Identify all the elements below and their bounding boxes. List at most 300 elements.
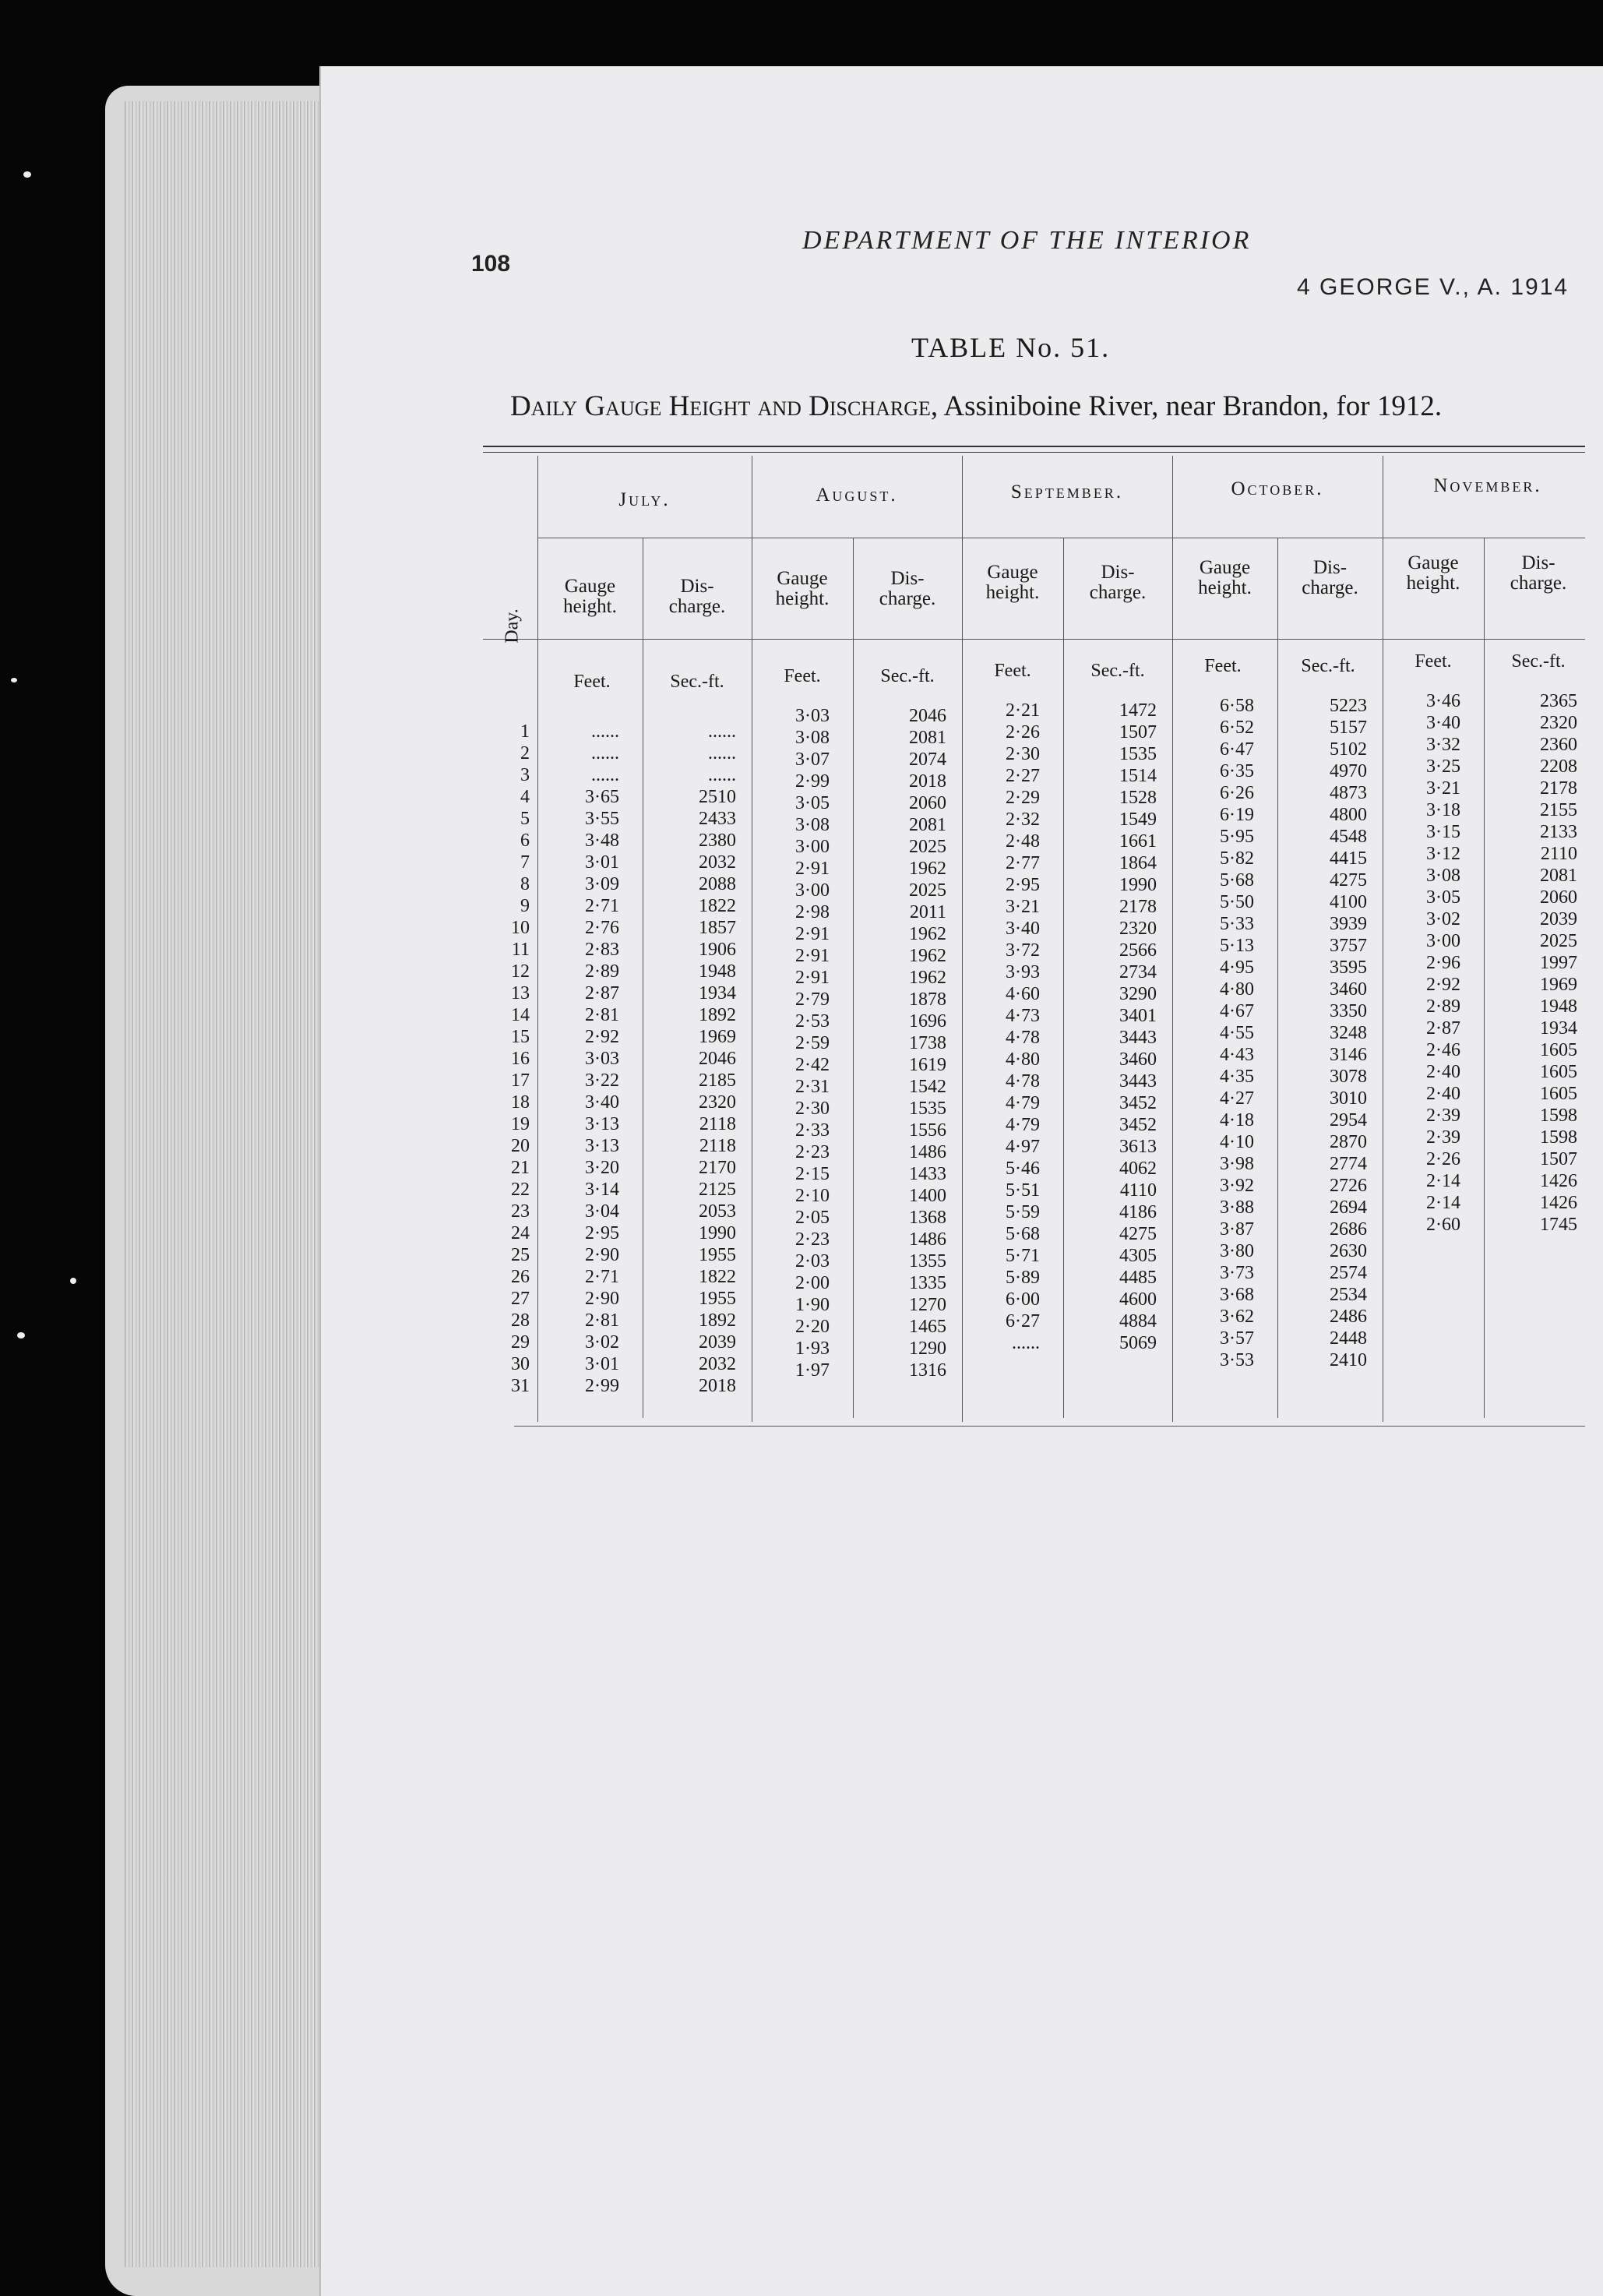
gauge-cell: 2·46	[1426, 1040, 1460, 1060]
discharge-cell: 1619	[909, 1055, 946, 1075]
day-cell: 9	[520, 896, 530, 916]
discharge-cell: 1486	[909, 1142, 946, 1162]
discharge-cell: 2726	[1330, 1176, 1367, 1196]
discharge-cell: 2025	[909, 837, 946, 857]
gauge-cell: 3·87	[1220, 1219, 1254, 1240]
column-divider-thin	[853, 538, 854, 1418]
discharge-cell: 4970	[1330, 761, 1367, 781]
november-gauge-column	[1390, 690, 1460, 1367]
discharge-cell: 4548	[1330, 827, 1367, 847]
discharge-cell: 1598	[1540, 1127, 1577, 1148]
day-cell: 22	[511, 1180, 530, 1200]
day-cell: 17	[511, 1070, 530, 1091]
speck	[11, 678, 17, 682]
gauge-cell: 2·89	[585, 961, 619, 982]
discharge-cell: 1549	[1119, 809, 1157, 830]
july-discharge-column	[654, 721, 736, 1397]
day-cell: 16	[511, 1049, 530, 1069]
gauge-cell: 2·96	[1426, 953, 1460, 973]
month-august: August.	[816, 485, 898, 506]
gauge-cell: 2·53	[795, 1011, 830, 1032]
day-cell: 25	[511, 1245, 530, 1265]
column-divider	[1172, 456, 1173, 1422]
discharge-cell: 1990	[699, 1223, 736, 1243]
column-divider-thin	[1063, 538, 1064, 1418]
speck	[23, 171, 31, 178]
gauge-cell: ......	[1012, 1333, 1040, 1353]
discharge-cell: 3757	[1330, 936, 1367, 956]
discharge-header: Dis- charge.	[1302, 557, 1358, 598]
discharge-cell: 2053	[699, 1201, 736, 1222]
discharge-cell: 1433	[909, 1164, 946, 1184]
unit-sec-ft: Sec.-ft.	[880, 666, 935, 686]
discharge-cell: 1507	[1119, 722, 1157, 742]
gauge-cell: 6·19	[1220, 805, 1254, 825]
gauge-cell: 2·92	[585, 1027, 619, 1047]
unit-feet: Feet.	[573, 672, 611, 692]
gauge-cell: 5·89	[1006, 1268, 1040, 1288]
gauge-cell: 3·02	[585, 1332, 619, 1353]
unit-sec-ft: Sec.-ft.	[1090, 661, 1145, 681]
gauge-cell: 2·92	[1426, 975, 1460, 995]
day-cell: 28	[511, 1310, 530, 1331]
gauge-cell: ......	[591, 721, 619, 742]
day-cell: 31	[511, 1376, 530, 1396]
gauge-cell: 2·98	[795, 902, 830, 922]
gauge-cell: 4·97	[1006, 1137, 1040, 1157]
discharge-cell: 4275	[1119, 1224, 1157, 1244]
gauge-cell	[1390, 1279, 1460, 1301]
gauge-cell: 2·91	[795, 924, 830, 944]
day-cell: 30	[511, 1354, 530, 1374]
table-bottom-rule	[514, 1426, 1585, 1427]
discharge-cell: 4275	[1330, 870, 1367, 891]
discharge-cell: 1368	[909, 1208, 946, 1228]
gauge-cell: 5·68	[1220, 870, 1254, 891]
gauge-cell: 2·81	[585, 1310, 619, 1331]
discharge-cell: 3443	[1119, 1071, 1157, 1092]
discharge-cell: 2032	[699, 1354, 736, 1374]
day-column	[499, 721, 530, 1397]
discharge-cell: 3078	[1330, 1067, 1367, 1087]
discharge-cell: 1605	[1540, 1084, 1577, 1104]
discharge-cell: 4884	[1119, 1311, 1157, 1331]
discharge-cell: 4100	[1330, 892, 1367, 912]
discharge-cell: 1290	[909, 1338, 946, 1359]
discharge-cell: 1822	[699, 1267, 736, 1287]
gauge-cell: ......	[591, 765, 619, 785]
unit-sec-ft: Sec.-ft.	[1511, 651, 1566, 672]
discharge-cell: 2566	[1119, 940, 1157, 961]
discharge-cell: 4062	[1119, 1159, 1157, 1179]
discharge-cell: 1878	[909, 989, 946, 1010]
august-gauge-column	[759, 705, 830, 1381]
gauge-cell: 3·05	[795, 793, 830, 813]
discharge-cell: 1962	[909, 924, 946, 944]
discharge-cell: 2410	[1330, 1350, 1367, 1370]
gauge-cell: 5·82	[1220, 848, 1254, 869]
gauge-cell: 2·91	[795, 946, 830, 966]
gauge-cell	[1390, 1236, 1460, 1257]
gauge-cell: 2·29	[1006, 788, 1040, 808]
gauge-cell: 2·95	[585, 1223, 619, 1243]
discharge-cell: 5157	[1330, 718, 1367, 738]
discharge-cell: 1822	[699, 896, 736, 916]
discharge-cell: 1864	[1119, 853, 1157, 873]
unit-sec-ft: Sec.-ft.	[670, 672, 724, 692]
day-cell: 1	[520, 721, 530, 742]
september-gauge-column	[970, 700, 1040, 1376]
gauge-height-header: Gauge height.	[1198, 557, 1252, 598]
gauge-cell: 2·31	[795, 1077, 830, 1097]
day-cell: 5	[520, 809, 530, 829]
discharge-cell: 2011	[909, 902, 946, 922]
gauge-cell: 4·73	[1006, 1006, 1040, 1026]
day-cell: 21	[511, 1158, 530, 1178]
discharge-cell: 2125	[699, 1180, 736, 1200]
gauge-cell: 3·92	[1220, 1176, 1254, 1196]
discharge-cell: 1962	[909, 859, 946, 879]
gauge-cell: 4·67	[1220, 1001, 1254, 1021]
gauge-cell: 3·20	[585, 1158, 619, 1178]
gauge-cell: 2·81	[585, 1005, 619, 1025]
session-label: 4 GEORGE V., A. 1914	[1297, 274, 1570, 300]
gauge-cell: 4·18	[1220, 1110, 1254, 1130]
gauge-cell: 3·18	[1426, 800, 1460, 820]
discharge-cell: 2694	[1330, 1197, 1367, 1218]
discharge-cell: 1486	[909, 1229, 946, 1250]
discharge-cell: 1990	[1119, 875, 1157, 895]
gauge-cell: 6·35	[1220, 761, 1254, 781]
gauge-cell: 4·27	[1220, 1088, 1254, 1109]
gauge-cell: 2·40	[1426, 1084, 1460, 1104]
discharge-cell: 2433	[699, 809, 736, 829]
discharge-cell: 3460	[1119, 1049, 1157, 1070]
gauge-cell	[1390, 1257, 1460, 1279]
discharge-cell: 1528	[1119, 788, 1157, 808]
gauge-cell: 3·72	[1006, 940, 1040, 961]
discharge-header: Dis- charge.	[668, 576, 726, 617]
discharge-cell: 2320	[699, 1092, 736, 1113]
discharge-cell	[1496, 1323, 1577, 1345]
gauge-cell: 6·26	[1220, 783, 1254, 803]
discharge-cell: 1535	[1119, 744, 1157, 764]
day-cell: 3	[520, 765, 530, 785]
discharge-cell: 1472	[1119, 700, 1157, 721]
gauge-cell: 3·98	[1220, 1154, 1254, 1174]
discharge-cell: 1696	[909, 1011, 946, 1032]
month-july: July.	[618, 489, 671, 510]
gauge-cell: 3·32	[1426, 735, 1460, 755]
page-edges	[125, 101, 335, 2267]
gauge-cell: 3·80	[1220, 1241, 1254, 1261]
gauge-cell: 4·43	[1220, 1045, 1254, 1065]
gauge-cell: 3·57	[1220, 1328, 1254, 1349]
gauge-cell: 2·59	[795, 1033, 830, 1053]
gauge-cell: 2·76	[585, 918, 619, 938]
gauge-cell: 5·33	[1220, 914, 1254, 934]
unit-feet: Feet.	[1204, 656, 1242, 676]
day-cell: 23	[511, 1201, 530, 1222]
month-november: November.	[1433, 475, 1542, 496]
day-cell: 14	[511, 1005, 530, 1025]
discharge-cell: ......	[708, 765, 736, 785]
gauge-cell: 2·00	[795, 1273, 830, 1293]
speck	[70, 1278, 76, 1284]
gauge-cell: 5·95	[1220, 827, 1254, 847]
gauge-cell: 3·68	[1220, 1285, 1254, 1305]
gauge-cell: 3·40	[585, 1092, 619, 1113]
discharge-cell: 2170	[699, 1158, 736, 1178]
discharge-cell: 2032	[699, 852, 736, 873]
column-divider	[962, 456, 963, 1422]
gauge-cell: 3·00	[1426, 931, 1460, 951]
caption-suffix: Assiniboine River, near Brandon, for 1912.	[943, 390, 1443, 422]
discharge-cell: 3350	[1330, 1001, 1367, 1021]
discharge-cell: 2534	[1330, 1285, 1367, 1305]
discharge-cell: 2686	[1330, 1219, 1367, 1240]
discharge-cell: 2954	[1330, 1110, 1367, 1130]
discharge-cell: 1514	[1119, 766, 1157, 786]
gauge-cell: 1·90	[795, 1295, 830, 1315]
gauge-cell: 6·27	[1006, 1311, 1040, 1331]
september-discharge-column	[1075, 700, 1157, 1376]
gauge-cell: 2·26	[1426, 1149, 1460, 1169]
table-top-rule-2	[483, 452, 1585, 453]
gauge-cell: 4·79	[1006, 1093, 1040, 1113]
gauge-cell: 4·10	[1220, 1132, 1254, 1152]
gauge-cell: 3·13	[585, 1136, 619, 1156]
gauge-cell: 3·01	[585, 852, 619, 873]
gauge-cell: 3·40	[1426, 713, 1460, 733]
discharge-cell: 2074	[909, 749, 946, 770]
discharge-cell: 3452	[1119, 1093, 1157, 1113]
gauge-cell: 3·21	[1006, 897, 1040, 917]
gauge-cell: 2·90	[585, 1245, 619, 1265]
gauge-cell: 1·97	[795, 1360, 830, 1381]
gauge-cell: 2·39	[1426, 1127, 1460, 1148]
gauge-cell: 4·80	[1220, 979, 1254, 1000]
day-cell: 15	[511, 1027, 530, 1047]
discharge-cell	[1496, 1345, 1577, 1367]
column-divider-thin	[1484, 538, 1485, 1418]
gauge-cell: 3·14	[585, 1180, 619, 1200]
discharge-cell: 3939	[1330, 914, 1367, 934]
gauge-cell: 2·30	[795, 1099, 830, 1119]
day-cell: 27	[511, 1289, 530, 1309]
caption-prefix: Daily Gauge Height and Discharge,	[510, 390, 939, 422]
gauge-cell: 2·60	[1426, 1215, 1460, 1235]
discharge-cell: 1316	[909, 1360, 946, 1381]
gauge-cell: 2·87	[1426, 1018, 1460, 1039]
gauge-cell: 3·46	[1426, 691, 1460, 711]
gauge-cell: 3·21	[1426, 778, 1460, 799]
gauge-cell: 2·30	[1006, 744, 1040, 764]
discharge-cell: 1535	[909, 1099, 946, 1119]
discharge-cell: 1661	[1119, 831, 1157, 852]
discharge-cell: 1605	[1540, 1040, 1577, 1060]
gauge-cell: 2·27	[1006, 766, 1040, 786]
gauge-cell: 5·71	[1006, 1246, 1040, 1266]
discharge-cell	[1496, 1301, 1577, 1323]
discharge-cell: 2039	[699, 1332, 736, 1353]
gauge-cell: 2·83	[585, 940, 619, 960]
discharge-cell: 3010	[1330, 1088, 1367, 1109]
discharge-cell: 2178	[1540, 778, 1577, 799]
gauge-height-header: Gauge height.	[985, 562, 1040, 603]
gauge-cell: 2·77	[1006, 853, 1040, 873]
gauge-cell: 2·15	[795, 1164, 830, 1184]
gauge-cell	[1390, 1301, 1460, 1323]
gauge-cell: 2·71	[585, 896, 619, 916]
discharge-cell: 2360	[1540, 735, 1577, 755]
discharge-cell: 1955	[699, 1245, 736, 1265]
discharge-cell	[1496, 1257, 1577, 1279]
gauge-cell: 4·80	[1006, 1049, 1040, 1070]
discharge-cell: 1969	[1540, 975, 1577, 995]
discharge-cell: 3460	[1330, 979, 1367, 1000]
gauge-cell: 3·00	[795, 837, 830, 857]
unit-feet: Feet.	[994, 661, 1031, 681]
column-divider	[537, 456, 538, 1422]
discharge-cell: 1948	[699, 961, 736, 982]
gauge-cell: 5·59	[1006, 1202, 1040, 1222]
gauge-cell: 3·65	[585, 787, 619, 807]
discharge-cell: 2060	[909, 793, 946, 813]
discharge-cell: 1934	[699, 983, 736, 1003]
gauge-cell: 3·08	[795, 728, 830, 748]
gauge-cell: 3·08	[1426, 866, 1460, 886]
discharge-cell: 3401	[1119, 1006, 1157, 1026]
discharge-cell: 2630	[1330, 1241, 1367, 1261]
gauge-cell: 3·22	[585, 1070, 619, 1091]
discharge-cell: 4110	[1119, 1180, 1157, 1201]
discharge-cell: 4415	[1330, 848, 1367, 869]
discharge-cell: 1962	[909, 968, 946, 988]
discharge-cell: 4186	[1119, 1202, 1157, 1222]
discharge-cell: 5069	[1119, 1333, 1157, 1353]
gauge-cell: ......	[591, 743, 619, 764]
discharge-cell: 1465	[909, 1317, 946, 1337]
discharge-cell: 3452	[1119, 1115, 1157, 1135]
discharge-cell: 5102	[1330, 739, 1367, 760]
discharge-header: Dis- charge.	[1510, 552, 1567, 594]
day-cell: 7	[520, 852, 530, 873]
gauge-height-header: Gauge height.	[1406, 552, 1460, 594]
discharge-cell: 2081	[909, 728, 946, 748]
gauge-cell	[970, 1354, 1040, 1376]
discharge-cell: 2320	[1540, 713, 1577, 733]
discharge-cell: 2208	[1540, 757, 1577, 777]
gauge-cell: 6·52	[1220, 718, 1254, 738]
discharge-cell: 1969	[699, 1027, 736, 1047]
day-cell: 18	[511, 1092, 530, 1113]
gauge-cell: 3·25	[1426, 757, 1460, 777]
discharge-cell: 2025	[1540, 931, 1577, 951]
day-cell: 11	[511, 940, 530, 960]
day-cell: 26	[511, 1267, 530, 1287]
day-cell: 12	[511, 961, 530, 982]
gauge-cell: 6·00	[1006, 1289, 1040, 1310]
gauge-cell: 4·95	[1220, 958, 1254, 978]
gauge-cell: 3·05	[1426, 887, 1460, 908]
day-cell: 2	[520, 743, 530, 764]
discharge-header: Dis- charge.	[1089, 562, 1147, 603]
gauge-cell: 4·55	[1220, 1023, 1254, 1043]
discharge-cell: 2081	[1540, 866, 1577, 886]
table-top-rule	[483, 446, 1585, 447]
discharge-cell: 3248	[1330, 1023, 1367, 1043]
discharge-header: Dis- charge.	[879, 568, 936, 609]
gauge-cell: 4·60	[1006, 984, 1040, 1004]
gauge-cell: 3·48	[585, 831, 619, 851]
column-divider-thin	[1277, 538, 1278, 1418]
discharge-cell: 2486	[1330, 1307, 1367, 1327]
day-cell: 13	[511, 983, 530, 1003]
discharge-cell: 2018	[909, 771, 946, 792]
gauge-cell: 4·35	[1220, 1067, 1254, 1087]
gauge-cell: 2·14	[1426, 1193, 1460, 1213]
discharge-cell: 1955	[699, 1289, 736, 1309]
gauge-cell: 2·95	[1006, 875, 1040, 895]
discharge-cell: 5223	[1330, 696, 1367, 716]
discharge-cell: 4305	[1119, 1246, 1157, 1266]
day-cell: 19	[511, 1114, 530, 1134]
gauge-cell: 4·78	[1006, 1028, 1040, 1048]
discharge-cell: 1906	[699, 940, 736, 960]
discharge-cell: 1997	[1540, 953, 1577, 973]
discharge-cell: 2178	[1119, 897, 1157, 917]
gauge-cell: 3·02	[1426, 909, 1460, 929]
gauge-cell: 2·87	[585, 983, 619, 1003]
discharge-cell: 3443	[1119, 1028, 1157, 1048]
gauge-cell: 3·12	[1426, 844, 1460, 864]
day-column-label: Day.	[502, 608, 523, 644]
gauge-cell: 2·79	[795, 989, 830, 1010]
day-cell: 6	[520, 831, 530, 851]
discharge-cell: 1948	[1540, 996, 1577, 1017]
discharge-cell: 2774	[1330, 1154, 1367, 1174]
discharge-cell: 2060	[1540, 887, 1577, 908]
gauge-cell: 2·90	[585, 1289, 619, 1309]
gauge-cell: 3·55	[585, 809, 619, 829]
gauge-cell: 2·39	[1426, 1106, 1460, 1126]
gauge-cell: 3·03	[795, 706, 830, 726]
discharge-cell: 1605	[1540, 1062, 1577, 1082]
gauge-cell: 3·93	[1006, 962, 1040, 982]
day-cell: 20	[511, 1136, 530, 1156]
gauge-cell: 2·99	[795, 771, 830, 792]
gauge-cell: 4·78	[1006, 1071, 1040, 1092]
gauge-cell: 2·33	[795, 1120, 830, 1141]
discharge-cell: 3290	[1119, 984, 1157, 1004]
discharge-cell: 3595	[1330, 958, 1367, 978]
gauge-cell: 3·88	[1220, 1197, 1254, 1218]
discharge-cell: 1335	[909, 1273, 946, 1293]
discharge-cell: 2110	[1540, 844, 1577, 864]
speck	[17, 1332, 25, 1338]
discharge-cell: 2118	[699, 1136, 736, 1156]
running-title: DEPARTMENT OF THE INTERIOR	[802, 226, 1252, 255]
discharge-cell: 1507	[1540, 1149, 1577, 1169]
day-cell: 29	[511, 1332, 530, 1353]
discharge-cell: 1892	[699, 1310, 736, 1331]
gauge-cell: 2·23	[795, 1142, 830, 1162]
gauge-cell: 2·14	[1426, 1171, 1460, 1191]
gauge-cell: 2·20	[795, 1317, 830, 1337]
discharge-cell: 1556	[909, 1120, 946, 1141]
discharge-cell	[1496, 1279, 1577, 1301]
